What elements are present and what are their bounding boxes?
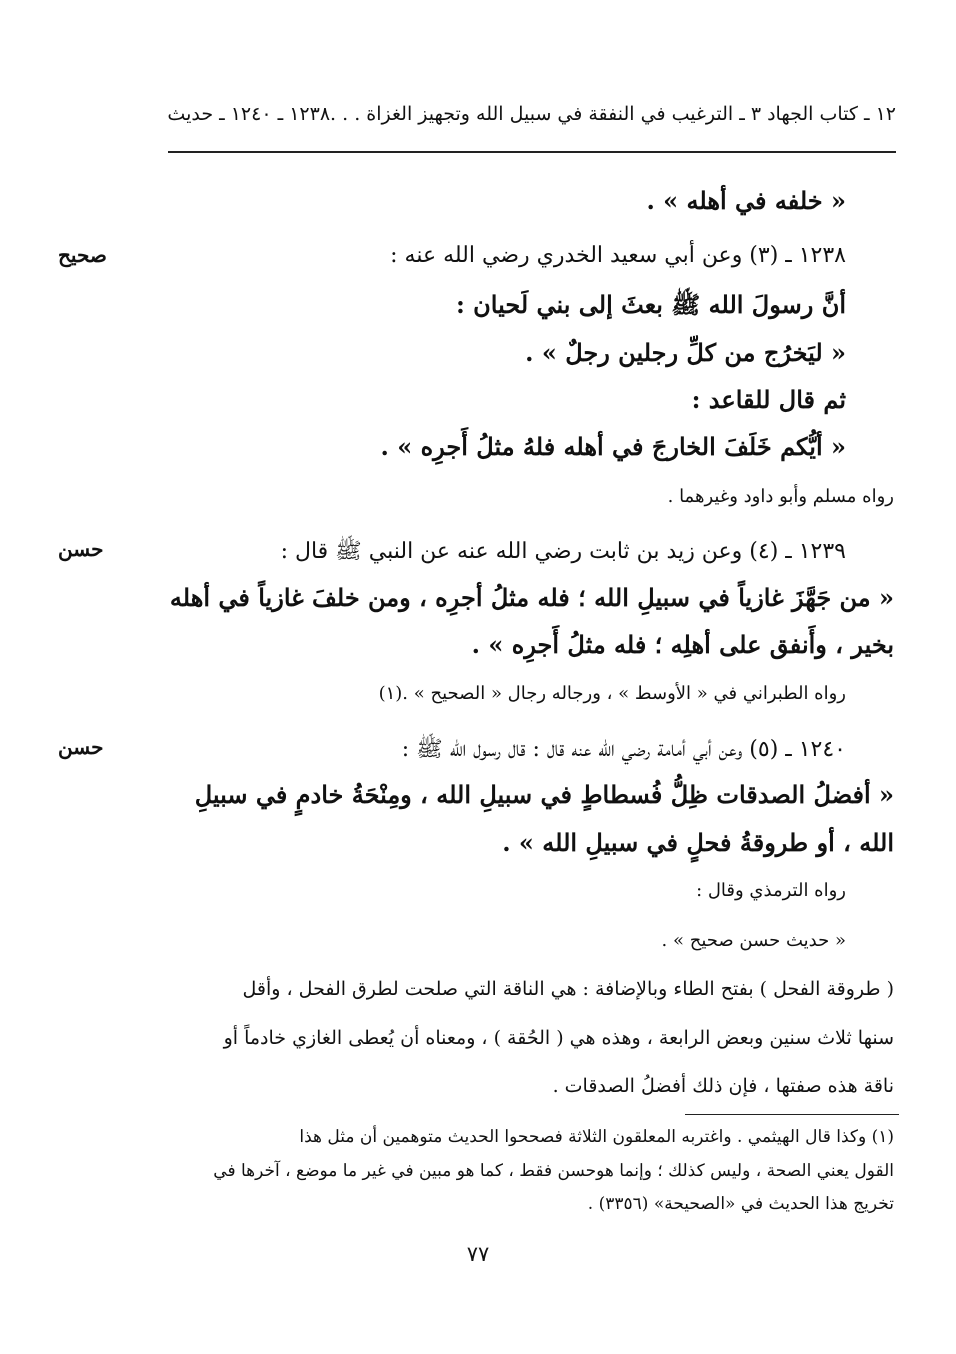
grade-label: صحيح	[58, 243, 107, 267]
hadith-text: « ليَخرُج من كلِّ رجلين رجلٌ » .	[525, 338, 846, 367]
hadith-intro: ١٢٤٠ ـ (٥) وعن أبي أمامة رضي الله عنه قال : قال رسول الله ﷺ :	[401, 737, 846, 762]
gloss-line: ناقة هذه صفتها ، فإن ذلك أفضلُ الصدقات .	[552, 1075, 894, 1097]
header-rule	[168, 151, 896, 153]
hadith-text: « أيُّكم خَلَفَ الخارجَ في أهله فلهُ مثلُ أَجرِه » .	[380, 432, 846, 461]
hadith-source: رواه الترمذي وقال :	[696, 880, 846, 901]
hadith-text: أنَّ رسولَ الله ﷺ بعثَ إلى بني لَحيان :	[455, 290, 846, 319]
footnote-line: تخريج هذا الحديث في «الصحيحة» (٣٣٥٦) .	[587, 1194, 894, 1214]
hadith-source: رواه مسلم وأبو داود وغيرهما .	[667, 486, 894, 507]
hadith-intro: ١٢٣٩ ـ (٤) وعن زيد بن ثابت رضي الله عنه عن النبي ﷺ قال :	[280, 539, 846, 564]
running-header: ١٢ ـ كتاب الجهاد ٣ ـ الترغيب في النفقة في سبيل الله وتجهيز الغزاة . . .١٢٣٨ ـ ١٢٤٠ ـ حديث	[167, 103, 896, 125]
footnote-rule	[685, 1114, 899, 1115]
hadith-text: ثم قال للقاعد :	[691, 385, 846, 414]
text-line: « خلفه في أهله » .	[646, 186, 846, 215]
hadith-text: « من جَهَّزَ غازياً في سبيلِ الله ؛ فله مثلُ أجرِه ، ومن خلفَ غازياً في أهله	[169, 583, 894, 612]
gloss-line: ( طروقة الفحل ) بفتح الطاء وبالإضافة : هي الناقة التي صلحت لطرق الفحل ، وأقل	[242, 978, 894, 1000]
page-number: ٧٧	[466, 1242, 490, 1266]
grade-label: حسن	[58, 537, 104, 561]
hadith-source: رواه الطبراني في « الأوسط » ، ورجاله رجال « الصحيح » .(١)	[378, 683, 846, 704]
hadith-text: الله ، أو طروقةُ فحلٍ في سبيلِ الله » .	[502, 828, 894, 857]
hadith-text: « أفضلُ الصدقات ظِلُّ فُسطاطٍ في سبيلِ الله ، ومِنْحَةُ خادمٍ في سبيلِ	[194, 780, 894, 809]
footnote-line: (١) وكذا قال الهيثمي . واغتربه المعلقون الثلاثة فصححوا الحديث متوهمين أن مثل هذا	[299, 1127, 894, 1147]
hadith-text: بخير ، وأَنفق على أهلِه ؛ فله مثلُ أَجرِه » .	[471, 630, 894, 659]
hadith-source: « حديث حسن صحيح » .	[661, 930, 846, 951]
footnote-line: القول يعني الصحة ، وليس كذلك ؛ وإنما هوحسن فقط ، كما هو مبين في غير ما موضع ، آخرها في	[213, 1161, 894, 1181]
hadith-intro: ١٢٣٨ ـ (٣) وعن أبي سعيد الخدري رضي الله عنه :	[390, 243, 846, 268]
grade-label: حسن	[58, 735, 104, 759]
gloss-line: سنها ثلاث سنين وبعض الرابعة ، وهذه هي ( الحُقة ) ، ومعناه أن يُعطى الغازي خادماً أو	[223, 1027, 894, 1049]
